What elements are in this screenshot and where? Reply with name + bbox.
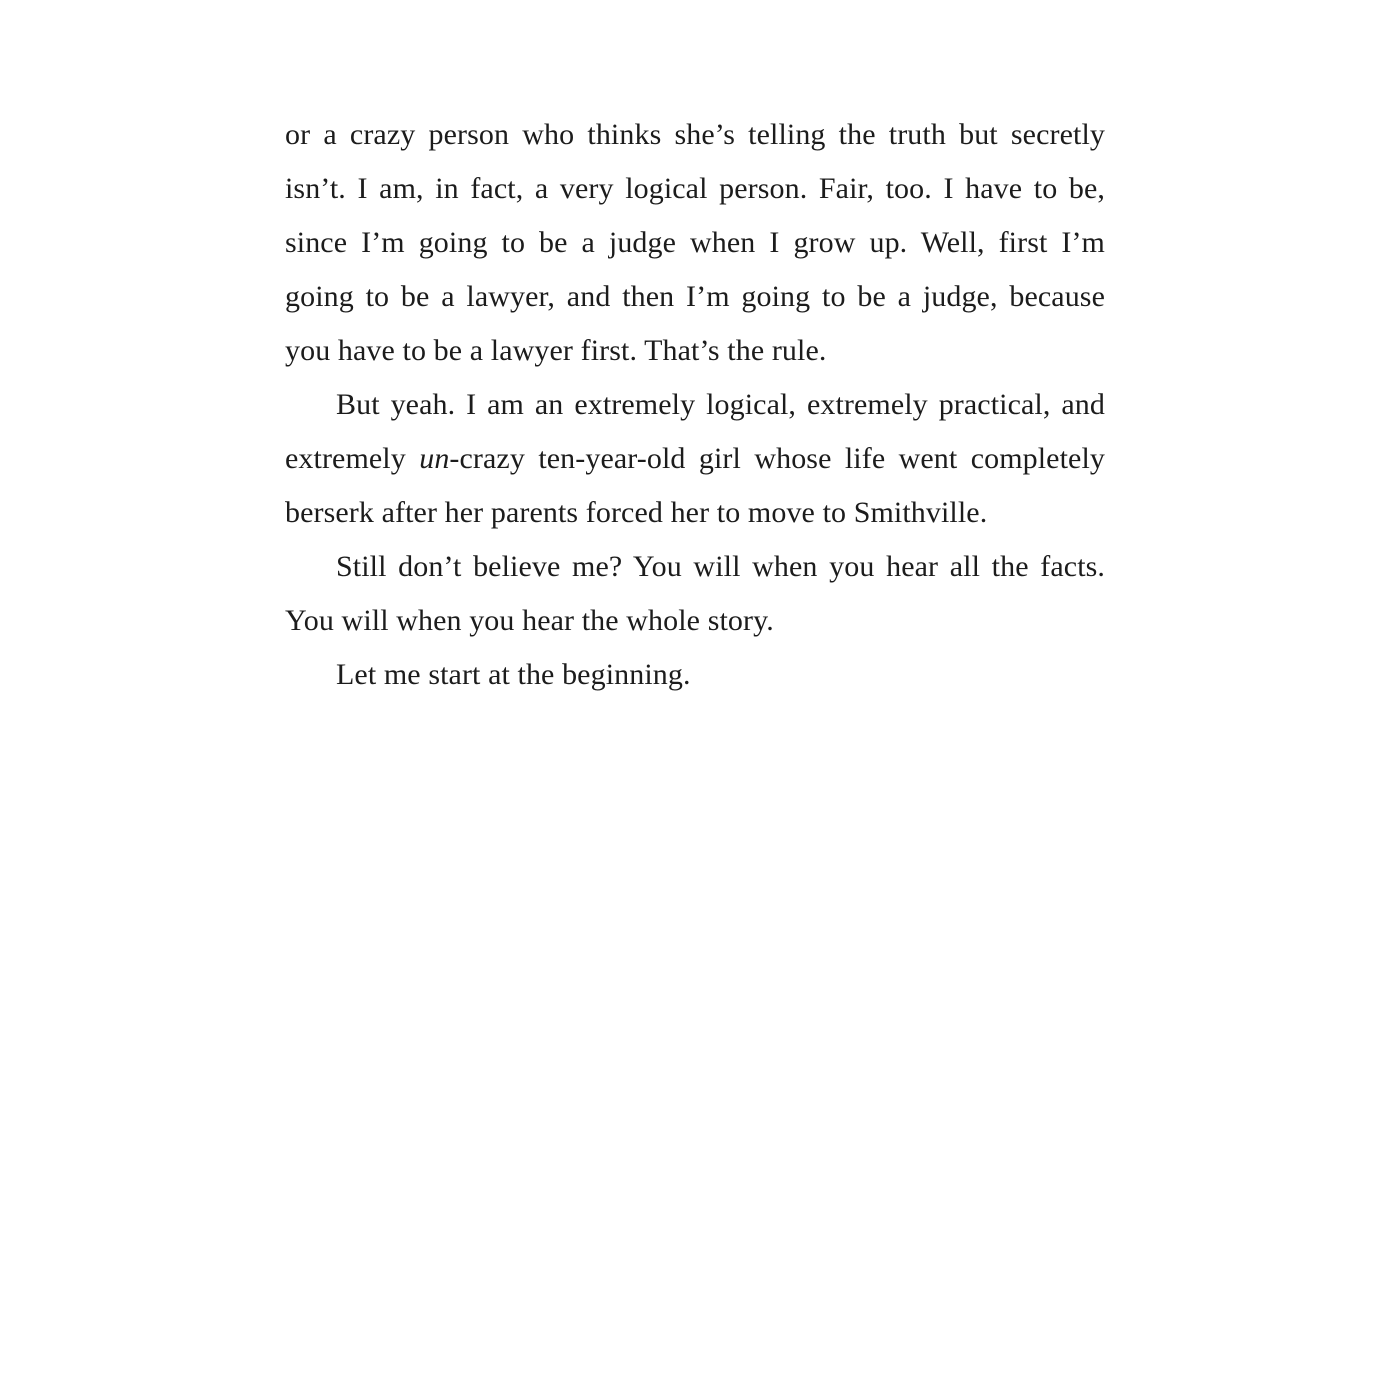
text-segment: -crazy ten-year-old girl whose life went completely — [449, 442, 1105, 475]
text-line: berserk after her parents forced her to move to Smithville. — [285, 496, 988, 529]
italic-text: un — [419, 442, 450, 475]
text-line: or a crazy person who thinks she’s telling the truth but secretly — [285, 118, 1105, 151]
paragraph-2 — [285, 378, 1105, 540]
text-line: But yeah. I am an extremely logical, extremely practical, and — [336, 388, 1105, 421]
text-line: you have to be a lawyer first. That’s the rule. — [285, 334, 827, 367]
text-line: You will when you hear the whole story. — [285, 604, 774, 637]
text-line: going to be a lawyer, and then I’m going to be a judge, because — [285, 280, 1105, 313]
text-line: since I’m going to be a judge when I grow up. Well, first I’m — [285, 226, 1105, 259]
text-line: isn’t. I am, in fact, a very logical person. Fair, too. I have to be, — [285, 172, 1105, 205]
paragraph-1 — [285, 108, 1105, 378]
paragraph-3 — [285, 540, 1105, 648]
text-line: Let me start at the beginning. — [336, 658, 691, 691]
text-line — [285, 432, 1105, 486]
text-segment: extremely — [285, 442, 420, 475]
text-line: Still don’t believe me? You will when you hear all the facts. — [336, 550, 1105, 583]
page-text — [285, 108, 1105, 702]
paragraph-4 — [285, 648, 1105, 702]
